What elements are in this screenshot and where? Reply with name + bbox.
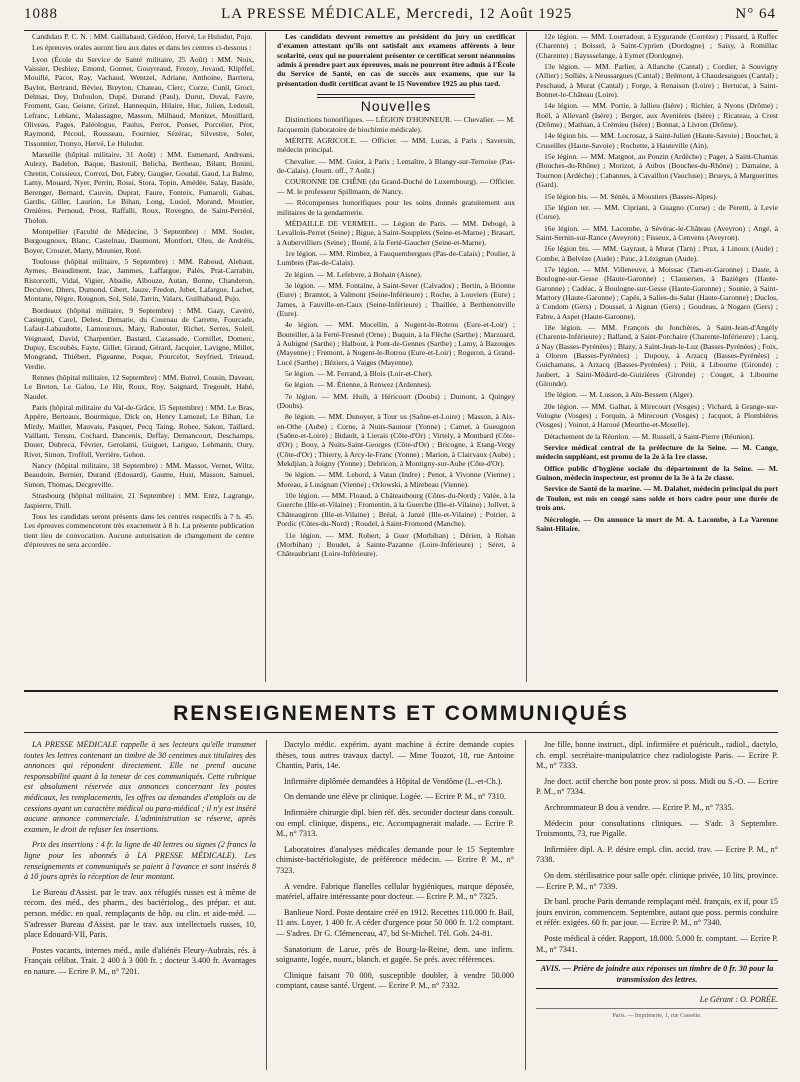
nouvelles-item: 15e légion ter. — MM. Cipriani, à Guagno (Corse) ; de Peretti, à Levie (Corse). bbox=[536, 202, 778, 222]
nouvelles-item: Service médical central de la préfecture de la Seine. — M. Cange, médecin suppléant, est promu de la 2e à la 1re classe. bbox=[536, 443, 778, 462]
nouvelles-item: — Récompenses honorifiques pour les soins donnés gratuitement aux militaires de la gendarmerie. bbox=[277, 198, 515, 217]
classified-ad: Laboratoires d'analyses médicales demande pour le 15 Septembre chimiste-bactériologiste, de préférence médecin. — Ecrire P. M., n° 7323. bbox=[276, 844, 514, 875]
nouvelles-item: 8e légion. — MM. Dunoyer, à Tour us (Saône-et-Loire) ; Masson, à Aix-en-Othe (Aube) ; Corne, à Nuits-Sautour (Yonne) ; Camet, à Gueugnon (Saône-et-Loire) ; Bidault, à Lierais (Côte-d'Or) ; Virtely, à Montbard (Côte-d'Or) ; Bouy, à Nuits-Saint-Georges (Côte-d'Or) ; Bricogne, à Etang-Vergy (Côte-d'Or) ; Thierry, à Arcy-le-Franc (Yonne) ; Marion, à Clairvaux (Aube) ; Mekdjian, à Joigny (Yonne) ; Debricon, à Montigny-sur-Aube (Côte-d'Or). bbox=[277, 412, 515, 469]
classified-ad: Dactylo médic. expérim. ayant machine à écrire demande copies thèses, tous autres travaux dactyl. — Mme Touzot, 18, rue Antoine Chantin, Paris, 14e. bbox=[276, 740, 514, 771]
nouvelles-item: 17e légion. — MM. Villeneuve, à Moissac (Tarn-et-Garonne) ; Daste, à Boulogne-sur-Gesse (Haute-Garonne) ; Clauserses, à Bazièges (Haute-Garonne) ; Cadéac, à Boulogne-sur-Gesse (Haute-Garonne) ; Sounie, à Saint-Martory (Haute-Garonne) ; Capés, à Salies-du-Salat (Haute-Garonne) ; Duclos, à Condom (Gers) ; Doussel, à Aignan (Gers) ; Goudeau, à Nogaro (Gers) ; Fabre, à Aspet (Haute-Garonne). bbox=[536, 264, 778, 321]
paragraph: Rennes (hôpital militaire, 12 Septembre) : MM. Botrel, Cousin, Daveau, Le Breton, Le Galou, Le Hir, Roux, Roy, Saignard, Tregouët, Hahé, Naudet. bbox=[24, 373, 254, 401]
avis-notice: AVIS. — Prière de joindre aux réponses un timbre de 0 fr. 30 pour la transmission des lettres. bbox=[536, 960, 778, 989]
classified-ad: Jne fille, bonne instruct., dipl. infirmière et puéricult., radiol., dactylo, ch. empl. secrétaire-manipulatrice chez radiologiste Paris. — Ecrire P. M., n° 7333. bbox=[536, 740, 778, 771]
nouvelles-item: 16e légion. — MM. Lacombe, à Sévérac-le-Château (Aveyron) ; Angé, à Saint-Sernin-sur-Rance (Aveyron) ; Fisseux, à Cenvens (Aveyron). bbox=[536, 223, 778, 242]
classified-ad: LA PRESSE MÉDICALE rappelle à ses lecteurs qu'elle transmet toutes les lettres contenant un timbre de 30 centimes aux titulaires des annonces qui répondent directement. Elle ne prend aucune responsabilité quant à la teneur de ces communiqués. Cette rubrique est absolument réservée aux annonces concernant les postes médicaux, les remplacements, les offres ou demandes d'emplois ou de cessions ayant un caractère médical ou para-médical ; il n'y est inséré aucune annonce commerciale. L'administration se réserve, après examen, le droit de refuser les insertions. bbox=[24, 740, 256, 834]
nouvelles-item: 10e légion. — MM. Floaud, à Châteaubourg (Côtes-du-Nord) ; Valée, à la Guerche (Ille-et-Vilaine) ; Fromentin, à la Guerche (Ille-et-Vilaine) ; Jollvet, à Châteaugiron (Ille-et-Vilaine) ; Bréal, à Janzé (Ille-et-Vilaine) ; Poirier, à Pordic (Côtes-du-Nord) ; Roudel, à Saint-Fromond (Manche). bbox=[277, 491, 515, 529]
classified-ad: Archrommateur B dou à vendre. — Ecrire P. M., n° 7335. bbox=[544, 802, 734, 812]
nouvelles-item: 6e légion. — M. Étienne, à Renwez (Ardennes). bbox=[285, 380, 432, 390]
nouvelles-item: MÉDAILLE DE VERMEIL. — Légion de Paris. — MM. Debogé, à Levallois-Perret (Seine) ; Bigue, à Saint-Soupplets (Seine-et-Marne) ; Brasart, à Aubervilliers (Seine) ; Bouté, à la Ferté-Gaucher (Seine-et-Marne). bbox=[277, 218, 515, 247]
nouvelles-list bbox=[277, 115, 515, 558]
journal-title: LA PRESSE MÉDICALE, Mercredi, 12 Août 1925 bbox=[221, 6, 573, 22]
nouvelles-item: Service de Santé de la marine. — M. Dalahet, médecin principal du port de Toulon, est mis en congé sans solde et hors cadre pour une durée de trois ans. bbox=[536, 484, 778, 513]
paragraph: Paris (hôpital militaire du Val-de-Grâce, 15 Septembre) : MM. Le Bras, Appère, Berteaux, Bourmique, Dick on, Henry Lamezel, Le Bihan, Le Mirdy, Mailler, Mauvais, Pasquet, Pecq Taing, Rohee, Sakon, Taillard, Vaillant, Tereau, Cochard, Dancenis, Deffay, Demancourt, Deschamps, Douer, Dubreca, Février, Gerolami, Guiguet, Lariguo, Lehmann, Oury, Rivet, Simon, Troffoll, Verrière, Gehon. bbox=[24, 403, 254, 459]
nouvelles-item: 4e légion. — MM. Mocellin, à Nogent-le-Rotrou (Eure-et-Loir) ; Bouteiller, à la Ferté-Fresnel (Orne) ; Buquin, à la Flèche (Sarthe) ; Marzuard, à Aubigné (Sarthe) ; Halbout, à Pont-de-Gennes (Sarthe) ; Lamy, à Bazouges (Mayenne) ; Fremont, à Nogent-le-Rotrou (Eure-et-Loir) ; Rogeron, à Grand-Lucé (Sarthe) ; Béziers, à Vaiges (Mayenne). bbox=[277, 320, 515, 367]
nouvelles-item: Office public d'hygiène sociale du département de la Seine. — M. Guinon, médecin inspecteur, est promu de la 3e à la 2e classe. bbox=[536, 463, 778, 483]
nouvelles-item: 5e légion. — M. Ferrand, à Blois (Loir-et-Cher). bbox=[285, 369, 433, 378]
nouvelles-item: 15e légion. — MM. Matgnot, au Pouzin (Ardèche) ; Paget, à Saint-Chamas (Bouches-du-Rhône) ; Morizot, à Aubos (Bouches-du-Rhône) ; Damaine, à Tournon (Ardèche) ; Cabannes, à Cavaillon (Vaucluse) ; Brueys, à Marguerittes (Gard). bbox=[536, 152, 778, 190]
classified-ad: Infirmière diplômée demandées à Hôpital de Vendôme (L.-et-Ch.). bbox=[284, 776, 503, 786]
page-header bbox=[24, 0, 776, 32]
classified-ad: On demande une élève pr clinique. Logée. — Ecrire P. M., n° 7310. bbox=[284, 792, 506, 802]
classified-title: RENSEIGNEMENTS ET COMMUNIQUÉS bbox=[173, 702, 629, 725]
nouvelles-item: Nécrologie. — On annonce la mort de M. A. Lacombe, à La Varenne Saint-Hilaire. bbox=[536, 514, 778, 533]
classified-ad: On dem. stérilisatrice pour salle opér. clinique privée, 10 lits, province. — Ecrire P. M., n° 7339. bbox=[536, 870, 778, 891]
printer-imprint: Paris. — Imprimerie, 1, rue Cassette. bbox=[536, 1008, 778, 1022]
column-1 bbox=[24, 32, 254, 682]
paragraph: Les épreuves orales auront lieu aux dates et dans les centres ci-dessous : bbox=[32, 43, 252, 53]
classified-ad: Le Bureau d'Assist. par le trav. aux réfugiés russes est à même de recom. des méd., des pharm., des bactériolog., des prépar. et aut. person. médic. en qual. remplaçants de hôp. ou clin. et aide-méd. — S'adresser Bureau d'Assist. par le trav. aux intellectuels russes, 10, place Edouard-VII, Paris. bbox=[24, 887, 256, 940]
column-divider bbox=[265, 32, 266, 682]
classified-ad: Prix des insertions : 4 fr. la ligne de 40 lettres ou signes (2 francs la ligne pour les abonnés à LA PRESSE MÉDICALE). Les renseignements et communiqués se paient à l'avance et sont insérés 8 à 10 jours après la réception de leur montant. bbox=[24, 840, 256, 882]
paragraph: Montpellier (Faculté de Médecine, 3 Septembre) : MM. Souler, Burgougnoux, Blanc, Castelnau, Daumont, Montfort, Oleu, de Andréis, Boyer, Crouzet, Marty, Mounier, Roté. bbox=[24, 226, 254, 255]
classified-ad: Infirmière chirurgie dipl. bien réf. dés. seconder docteur dans consult. ou empl. clinique, dispens., etc. Accompagnerait malade. — Ecrire P. M., n° 7313. bbox=[276, 807, 514, 839]
nouvelles-item: 14e légion bis. — MM. Locrosaz, à Saint-Julien (Haute-Savoie) ; Bouchet, à Cruseilles (Haute-Savoie) ; Rochette, à Hauteville (Ain). bbox=[536, 131, 778, 150]
paragraph: Candidats P. C. N. : MM. Gaillabaud, Gédéon, Hervé, Le Huludut, Pujo. bbox=[32, 32, 253, 41]
classified-ad: Médecin pour consultations cliniques. — S'adr. 3 Septembre. Troismonts, 73, rue Pigalle. bbox=[536, 818, 778, 839]
nouvelles-item: 13e légion. — MM. Parlier, à Allanche (Cantal) ; Cordier, à Souvigny (Allier) ; Solliès, à Neussargues (Cantal) ; Brémont, à Chaudesaigues (Cantal) ; Peschaud, à Murat (Cantal) ; Forge, à Renaison (Loire) ; Bertucat, à Saint-Bonnet-le-Château (Loire). bbox=[536, 62, 778, 100]
paragraph: Bordeaux (hôpital militaire, 9 Septembre) : MM. Gaay, Cavéré, Castegnit, Carel, Delest, Demarie, du Couroau de Carrette, Fourcade, Lafaut-Labaudotte, Lamouroux, Mary, Rabouter, Richet, Serres, Soleil, Veignaud, David, Charpentier, Bastard, Cazassade, Corniflet, Domerc, Dupuy, Escoubès, Fayte, Gillet, Giraud, Gérard, Jacquier, Lavigne, Millet, Mongrand, Thiébert, Pigeanne, Poque, Pourcelot, Seyfried, Trieaud, Verdie. bbox=[24, 305, 254, 371]
nouvelles-item: 7e légion. — MM. Huih, à Héricourt (Doubs) ; Dumont, à Quingey (Doubs). bbox=[277, 391, 515, 411]
column-divider bbox=[266, 740, 267, 1070]
section-rule-bottom bbox=[24, 732, 778, 733]
gerant-signature: Le Gérant : O. PORÉE. bbox=[699, 995, 778, 1005]
nouvelles-item: 1re légion. — MM. Rimbez, à Fauquembergues (Pas-de-Calais) ; Poulier, à Lumbres (Pas-de-Calais). bbox=[277, 248, 515, 268]
paragraph: Marseille (hôpital militaire, 31 Août) : MM. Esmenard, Andreani, Aulezy, Badelon, Baque, Bastouil, Belicha, Bertheau, Bilant, Bonini, Chretin, Coissieux, Correzi, Dot, Fabry, Gaugier, Goudal, Gaud, La Balme, Lamy, Mouard, Nyer, Perrin, Rossi, Stora, Topin, Amédée, Salay, Baside, Berenger, Bernard, Cauvin, Duprat, Faure, Fonteix, Fumaroli, Gabas, Gardis, Giller, Laurion, Le Bihan, Long, Lusiol, Morand, Moutier, Ornières, Pernoud, Prost, Raffalli, Roux, Rovegno, de Saint-Perréol, Tholon. bbox=[24, 150, 254, 225]
column-divider bbox=[526, 32, 527, 682]
classified-ad: Postes vacants, internes méd., asile d'aliénés Fleury-Aubrais, rés. à Français célibat. Trait. 2 400 à 3 000 fr. ; docteur 3.400 fr. Avantages en nature. — Ecrire P. M., n° 7201. bbox=[24, 945, 256, 976]
header-rule bbox=[24, 30, 778, 31]
nouvelles-item: 12e légion. — MM. Lourradour, à Eygurande (Corrèze) ; Pissard, à Ruffec (Charente) ; Boissel, à Saint-Cyprien (Dordogne) ; Saisy, à Romillac (Charente) ; Bayssselange, à Eymet (Dordogne). bbox=[536, 32, 778, 60]
nouvelles-item: Chevalier. — MM. Guiot, à Paris ; Lemaître, à Blangy-sur-Ternoise (Pas-de-Calais). (Journ. off., 7 Août.) bbox=[277, 156, 515, 176]
nouvelles-item: 15e légion bis. — M. Sénès, à Moustiers (Basses-Alpes). bbox=[544, 191, 718, 201]
nouvelles-item: 11e légion. — MM. Robert, à Guer (Morbihan) ; Dérien, à Rohan (Morbihan) ; Boudet, à Sainte-Pazanne (Loire-Inférieure) ; Séret, à Châteaubriant (Loire-Inférieure). bbox=[277, 530, 515, 559]
column-2 bbox=[277, 32, 515, 682]
nouvelles-item: Distinctions honorifiques. — LÉGION D'HONNEUR. — Chevalier. — M. Jacquemin (laboratoire de biochimie médicale). bbox=[277, 115, 515, 134]
candidates-notice: Les candidats devront remettre au président du jury un certificat d'examen attestant qu'ils ont satisfait aux examens afférents à leur scolarité, ceux qui ne pourraient présenter ce certificat seront néanmoins admis à prendre part aux épreuves, mais ne pourront être admis à l'École du Service de Santé, en cas de succès aux examens, que sur la présentation dudit certificat avant le 15 Novembre 1925 au plus tard. bbox=[277, 32, 515, 88]
paragraph: Tous les candidats seront présents dans les centres respectifs à 7 h. 45. Les épreuves commenceront très exactement à 8 h. La présente publication tient lieu de convocation. Aucune autorisation de changement de centre d'épreuves ne sera accordée. bbox=[24, 511, 254, 549]
nouvelles-item: 19e légion. — M. Lusson, à Aïn-Bessem (Alger). bbox=[544, 390, 694, 400]
section-rule-top bbox=[24, 690, 778, 692]
classified-ad: Clinique faisant 70 000, susceptible doubler, à vendre 50.000 comptant, cause santé. Urgent. — Ecrire P. M., n° 7332. bbox=[276, 970, 514, 991]
paragraph: Toulouse (hôpital militaire, 5 Septembre) : MM. Raboud, Alehaut, Aymes, Beaudiment, Izac, Jammes, Laffargue, Palès, Prat-Carrabin, Ristorcelli, Vidal, Vigier, Abadie, Albouze, Autan, Bonne, Chanderon, Decuiver, Dhers, Dumond, Gbert, Jauze, Fredon, Jubet, Lafargue, Lachet, Montane, Nègre, Rougnon, Sol, Solé, Tarrin, Valarx, Guilhabaud, Pujo. bbox=[24, 256, 254, 304]
nouvelles-item: MÉRITE AGRICOLE. — Officier. — MM. Lucas, à Paris ; Saveroin, médecin principal. bbox=[277, 136, 515, 155]
paragraph: Lyon (École du Service de Santé militaire, 25 Août) : MM. Noix, Vaissier, Desbiez, Emond, Gonnet, Gouyreaud, Frezoy, Juvaud, Klipffel, Mouillé, Pacot, Ray, Vachaud, Wentzel, Adriane, Anthoine, Barriera, Baylot, Bertrand, Bévier, Breyton, Chateau, Clerc, Corze, Cunil, Groci, Delmas, Dey, Dufoulon, Dupé, Durand (Paul), Durut, Duval, Favre, Froment, Gau, Geisne, Grizel, Hannequin, Hilaire, Huc, Julien, Ledeuil, Lefranc, Leblanc, Malassagne, Masson, Milhaud, Monizet, Mouillard, Oliveau, Pages, Paléologue, Paulus, Perrot, Ponset, Porcelier, Prot, Raymond, Pécoul, Rousseau, Fournier, Sézérac, Silvestre, Soler, Tissonnier, Tronyo, Hervé, Le Huludut. bbox=[24, 54, 254, 148]
nouvelles-item: 14e légion. — MM. Portie, à Jallieu (Isère) ; Richier, à Nyons (Drôme) ; Roël, à Allevard (Isère) ; Berger, aux Avenières (Isère) ; Ricateau, à Crest (Drôme) ; Mathian, à Crémieu (Isère) ; Bonnat, à Livron (Drôme). bbox=[536, 101, 778, 130]
classified-ad: Infirmière dipl. A. P. désire empl. clin. accid. trav. — Ecrire P. M., n° 7338. bbox=[536, 844, 778, 865]
paragraph: Strasbourg (hôpital militaire, 21 Septembre) : MM. Entz, Lagrange, Jaspierre, Thill. bbox=[24, 491, 254, 510]
classified-column-1 bbox=[24, 740, 256, 1070]
classified-ad: Jne doct. actif cherche bon poste prov. si poss. Midi ou S.-O. — Ecrire P. M., n° 7334. bbox=[536, 776, 778, 797]
paragraph: Nancy (hôpital militaire, 18 Septembre) : MM. Massot, Vernet, Wiltz, Beaudoin, Bernier, Durand (Edouard), Gaume, Hust, Masson, Samuel, Simon, Thomas, Decgreville. bbox=[24, 461, 254, 489]
classified-list-3 bbox=[536, 740, 778, 955]
column-divider bbox=[525, 740, 526, 1070]
classified-ad: Banlieue Nord. Poste dentaire créé en 1912. Recettes 110.000 fr. Bail, 11 ans. Loyer, 1 400 fr. A céder d'urgence pour 50 000 fr. 1/2 comptant. — S'adres. Dr G. Clémenceau, 47, bd St-Michel. Tél. Gob. 24-81. bbox=[276, 907, 514, 938]
nouvelles-item: Détachement de la Réunion. — M. Russell, à Saint-Pierre (Réunion). bbox=[544, 431, 755, 441]
issue-number: N° 64 bbox=[735, 6, 776, 22]
nouvelles-item: 9e légion. — MM. Lebord, à Vatan (Indre) ; Penot, à Vivonne (Vienne) ; Moreau, à Lusignan (Vienne) ; Orlowski, à Mirebeau (Vienne). bbox=[277, 470, 515, 489]
classified-ad: A vendre. Fabrique flanelles cellular hygiéniques, marque déposée, matériel, affaire intéressante pour docteur. — Ecrire P. M., n° 7325. bbox=[276, 881, 514, 902]
nouvelles-item: 3e légion. — MM. Fontaine, à Saint-Sever (Calvados) ; Bertin, à Brionne (Eure) ; Bramtot, à Valmont (Seine-Inférieure) ; Roche, à Louviers (Eure) ; James, à Fauville-en-Caux (Seine-Inférieure) ; Thaillée, à Berthenonville (Eure). bbox=[277, 280, 515, 318]
classified-column-3 bbox=[536, 740, 778, 1070]
classified-ad: Poste médical à céder. Rapport, 18.000. 5.000 fr. comptant. — Ecrire P. M., n° 7341. bbox=[536, 933, 778, 954]
nouvelles-item: COURONNE DE CHÊNE (du Grand-Duché de Luxembourg). — Officier. — M. le professeur Spillmann, de Nancy. bbox=[277, 177, 515, 196]
nouvelles-item: 16e légion bis. — MM. Gayraut, à Murat (Tarn) ; Prax, à Linoux (Aude) ; Combe, à Belvèze (Aude) ; Pauc, à Lézignan (Aude). bbox=[536, 244, 778, 263]
page-number: 1088 bbox=[24, 6, 58, 22]
nouvelles-item: 2e légion. — M. Lefebvre, à Bohain (Aisne). bbox=[285, 269, 422, 279]
classified-ad: Dr banl. proche Paris demande remplaçant méd. français, ex if, pour 15 jours environ, commencem. Septembre, autant que poss. permis conduire et référ. exigées. 60 fr. par jour. — Ecrire P. M., n° 7340. bbox=[536, 897, 778, 928]
classified-column-2 bbox=[276, 740, 514, 1070]
classified-ad: Sanatorium de Larue, près de Bourg-la-Reine, dem. une infirm. soignante, logée, nourr., blanch. et gagée. Se prés. avec références. bbox=[276, 944, 514, 965]
section-title-nouvelles: Nouvelles bbox=[360, 98, 432, 115]
column-3 bbox=[536, 32, 778, 682]
nouvelles-item: 20e légion. — MM. Galhat, à Mirecourt (Vosges) ; Vichard, à Grange-sur-Vologne (Vosges) ; Forquin, à Mirecourt (Vosges) ; Jacquot, à Plombières (Vosges) ; Voinot, à Haroué (Meurthe-et-Moselle). bbox=[536, 401, 778, 430]
nouvelles-item: 18e légion. — MM. François du Jonchères, à Saint-Jean-d'Angély (Charente-Inférieure) ; Balland, à Saint-Porchaire (Charente-Inférieure) ; Lacq, à Nay (Basses-Pyrénées) ; Blazy, à Saint-Jean-le-Luz (Basses-Pyrénées) ; Foix, à Oloron (Basses-Pyrénées) ; Dupouy, à Arzacq (Basses-Pyrénées) ; Guichamans, à Arzacq (Basses-Pyrénées) ; Petit, à Libourne (Gironde) ; Jaubert, à Saint-Médard-de-Guizières (Gironde) ; Couget, à Libourne (Gironde). bbox=[536, 322, 778, 389]
